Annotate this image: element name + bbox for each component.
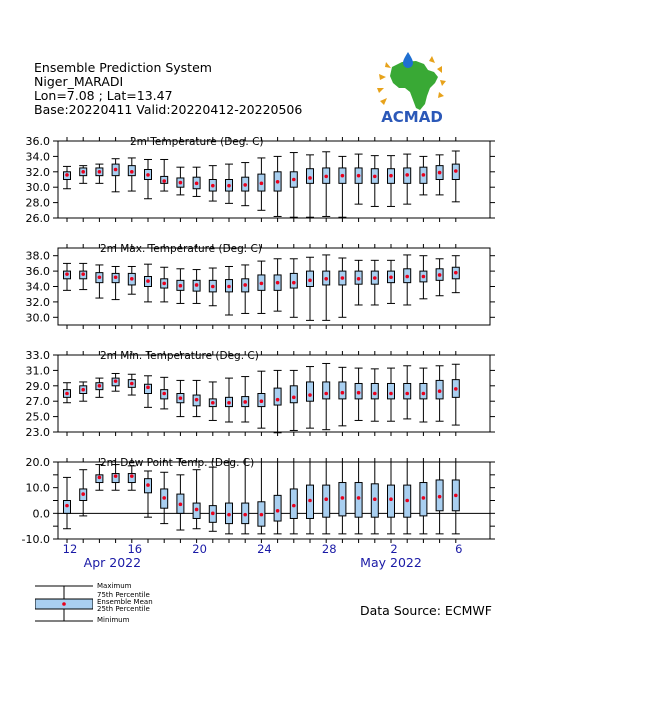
box-day-4-22	[419, 462, 427, 534]
mean-marker	[438, 389, 442, 393]
legend-p75-label: 75th Percentile	[97, 591, 150, 599]
mean-marker	[341, 496, 345, 500]
mean-marker	[341, 174, 345, 178]
header-line3: Lon=7.08 ; Lat=13.47	[34, 88, 173, 103]
mean-marker	[81, 492, 85, 496]
box-day-14-2	[95, 378, 103, 397]
mean-marker	[341, 391, 345, 395]
box-day-2-20	[387, 156, 395, 207]
mean-marker	[373, 392, 377, 396]
box-day-1-19	[371, 462, 379, 534]
mean-marker	[81, 170, 85, 174]
box-day-5-23	[436, 366, 444, 421]
mean-marker	[292, 281, 296, 285]
y-tick-label: 32.0	[25, 295, 50, 309]
mean-marker	[389, 497, 393, 501]
y-tick-label: 34.0	[25, 280, 50, 294]
iqr-box	[371, 383, 378, 398]
mean-marker	[130, 474, 134, 478]
box-day-30-18	[355, 260, 363, 305]
box-day-19-7	[176, 167, 184, 195]
box-day-26-14	[290, 259, 298, 318]
mean-marker	[389, 392, 393, 396]
x-day-label: 16	[127, 542, 143, 556]
x-day-label: 12	[62, 542, 78, 556]
box-day-22-10	[225, 266, 233, 315]
iqr-box	[307, 382, 314, 401]
x-axis-labels	[63, 542, 463, 570]
box-day-14-2	[95, 164, 103, 183]
mean-marker	[422, 392, 426, 396]
mean-marker	[276, 509, 280, 513]
iqr-box	[323, 382, 330, 399]
box-day-5-23	[436, 155, 444, 195]
mean-marker	[292, 396, 296, 400]
box-day-13-1	[79, 166, 87, 184]
mean-marker	[179, 396, 183, 400]
mean-marker	[357, 174, 361, 178]
mean-marker	[389, 275, 393, 279]
box-day-18-6	[160, 267, 168, 302]
mean-marker	[98, 275, 102, 279]
x-day-label: 20	[192, 542, 207, 556]
box-day-22-10	[225, 378, 233, 422]
mean-marker	[98, 384, 102, 388]
mean-marker	[454, 169, 458, 173]
box-day-17-5	[144, 264, 152, 302]
chart-panel-1	[26, 135, 496, 225]
mean-marker	[114, 275, 118, 279]
mean-marker	[162, 282, 166, 286]
box-day-20-8	[193, 470, 201, 529]
chart-title: 2m Temperature (Deg. C)	[130, 136, 264, 148]
box-day-25-13	[274, 462, 282, 534]
mean-marker	[65, 392, 69, 396]
mean-marker	[179, 284, 183, 288]
mean-marker	[195, 508, 199, 512]
y-tick-label: 30.0	[25, 181, 50, 195]
mean-marker	[195, 182, 199, 186]
box-day-30-18	[355, 462, 363, 534]
box-day-6-24	[452, 364, 460, 425]
box-day-23-11	[241, 377, 249, 422]
box-day-24-12	[257, 261, 265, 313]
x-month-label: Apr 2022	[83, 555, 142, 570]
box-day-18-6	[160, 159, 168, 191]
iqr-box	[339, 382, 346, 399]
box-day-13-1	[79, 382, 87, 401]
mean-marker	[276, 180, 280, 184]
box-day-30-18	[355, 368, 363, 420]
mean-marker	[357, 391, 361, 395]
box-day-27-15	[306, 257, 314, 320]
box-day-28-16	[322, 152, 330, 217]
chart-panel-3	[26, 349, 496, 439]
y-tick-label: 20.0	[25, 456, 50, 469]
box-day-21-9	[209, 166, 217, 201]
mean-marker	[227, 184, 231, 188]
y-tick-label: 36.0	[25, 265, 50, 279]
box-day-21-9	[209, 467, 217, 531]
box-day-17-5	[144, 159, 152, 198]
box-day-26-14	[290, 462, 298, 534]
mean-marker	[438, 171, 442, 175]
mean-marker	[454, 271, 458, 275]
box-day-14-2	[95, 265, 103, 298]
mean-marker	[276, 398, 280, 402]
mean-marker	[130, 277, 134, 281]
box-day-3-21	[403, 366, 411, 419]
mean-marker	[260, 399, 264, 403]
mean-marker	[114, 474, 118, 478]
mean-marker	[130, 382, 134, 386]
mean-marker	[389, 174, 393, 178]
y-tick-label: 25.0	[25, 410, 50, 424]
mean-marker	[146, 279, 150, 283]
mean-marker	[308, 176, 312, 180]
box-day-2-20	[387, 462, 395, 534]
box-day-19-7	[176, 380, 184, 416]
y-tick-label: -10.0	[21, 533, 50, 546]
box-day-13-1	[79, 470, 87, 516]
mean-marker	[146, 386, 150, 390]
mean-marker	[130, 170, 134, 174]
chart-title: 2m Max. Temperature (Deg. C)	[100, 243, 262, 255]
iqr-box	[290, 386, 297, 403]
mean-marker	[211, 184, 215, 188]
box-day-4-22	[419, 256, 427, 299]
iqr-box	[420, 383, 427, 398]
box-day-1-19	[371, 369, 379, 421]
mean-marker	[98, 170, 102, 174]
box-day-28-16	[322, 255, 330, 320]
box-day-6-24	[452, 256, 460, 293]
box-day-12-0	[63, 263, 71, 290]
box-day-23-11	[241, 163, 249, 206]
box-day-27-15	[306, 155, 314, 217]
y-tick-label: 38.0	[25, 249, 50, 263]
y-tick-label: 32.0	[25, 165, 50, 179]
iqr-box	[355, 483, 362, 518]
box-day-30-18	[355, 154, 363, 204]
mean-marker	[324, 497, 328, 501]
box-day-29-17	[338, 367, 346, 426]
x-day-label: 2	[390, 542, 398, 556]
iqr-box	[404, 383, 411, 398]
y-tick-label: 26.0	[25, 212, 50, 225]
box-day-4-22	[419, 156, 427, 195]
mean-marker	[405, 173, 409, 177]
box-day-6-24	[452, 462, 460, 534]
box-day-21-9	[209, 268, 217, 306]
box-day-16-4	[128, 374, 136, 395]
box-day-27-15	[306, 462, 314, 534]
y-tick-label: 30.0	[25, 311, 50, 325]
mean-marker	[243, 513, 247, 517]
iqr-box	[388, 383, 395, 398]
mean-marker	[65, 173, 69, 177]
iqr-box	[307, 169, 314, 184]
box-day-19-7	[176, 475, 184, 530]
x-day-label: 28	[321, 542, 337, 556]
y-tick-label: 10.0	[25, 481, 50, 495]
box-day-2-20	[387, 260, 395, 303]
legend-p25-label: 25th Percentile	[97, 605, 150, 613]
iqr-box	[290, 489, 297, 519]
mean-marker	[162, 179, 166, 183]
box-day-24-12	[257, 462, 265, 534]
mean-marker	[276, 281, 280, 285]
mean-marker	[308, 393, 312, 397]
box-day-25-13	[274, 259, 282, 311]
mean-marker	[308, 279, 312, 283]
box-day-23-11	[241, 462, 249, 534]
x-day-label: 24	[257, 542, 272, 556]
mean-marker	[114, 168, 118, 172]
mean-marker	[81, 272, 85, 276]
mean-marker	[211, 401, 215, 405]
y-tick-label: 28.0	[25, 196, 50, 210]
mean-marker	[179, 181, 183, 185]
mean-marker	[422, 173, 426, 177]
y-tick-label: 23.0	[25, 426, 50, 439]
x-day-label: 6	[455, 542, 463, 556]
box-day-15-3	[112, 373, 120, 391]
mean-marker	[438, 495, 442, 499]
box-day-25-13	[274, 156, 282, 216]
mean-marker	[195, 283, 199, 287]
box-day-3-21	[403, 154, 411, 204]
mean-marker	[292, 504, 296, 508]
mean-marker	[357, 496, 361, 500]
box-day-3-21	[403, 462, 411, 534]
legend-mean-label: Ensemble Mean	[97, 598, 153, 606]
mean-marker	[146, 173, 150, 177]
box-day-12-0	[63, 383, 71, 403]
legend-symbol	[35, 583, 93, 629]
mean-marker	[211, 285, 215, 289]
box-day-24-12	[257, 371, 265, 428]
box-day-22-10	[225, 164, 233, 203]
y-tick-label: 33.0	[25, 349, 50, 362]
box-day-22-10	[225, 462, 233, 534]
mean-marker	[98, 476, 102, 480]
chart-panel-2	[26, 243, 496, 329]
box-day-13-1	[79, 263, 87, 289]
box-day-1-19	[371, 156, 379, 207]
y-tick-label: 0.0	[32, 507, 50, 521]
logo-text: ACMAD	[381, 108, 443, 126]
mean-marker	[211, 512, 215, 516]
x-month-label: May 2022	[360, 555, 422, 570]
box-day-28-16	[322, 363, 330, 429]
legend-mean-marker	[62, 602, 66, 606]
y-tick-label: 34.0	[25, 150, 50, 164]
mean-marker	[373, 276, 377, 280]
box-day-18-6	[160, 377, 168, 409]
box-day-23-11	[241, 265, 249, 314]
mean-marker	[179, 503, 183, 507]
box-day-20-8	[193, 270, 201, 304]
mean-marker	[162, 496, 166, 500]
mean-marker	[324, 277, 328, 281]
mean-marker	[292, 178, 296, 182]
mean-marker	[227, 513, 231, 517]
box-day-18-6	[160, 472, 168, 523]
chart-title: 2m Min. Temperature (Deg. C)	[100, 350, 259, 362]
box-day-29-17	[338, 462, 346, 534]
mean-marker	[405, 392, 409, 396]
header-line1: Ensemble Prediction System	[34, 60, 212, 75]
box-day-6-24	[452, 151, 460, 202]
mean-marker	[65, 504, 69, 508]
mean-marker	[308, 499, 312, 503]
legend-minimum-label: Minimum	[97, 616, 130, 624]
chart-title: 2m Dew Point Temp. (Deg. C)	[100, 457, 255, 469]
mean-marker	[146, 483, 150, 487]
y-tick-label: 36.0	[25, 135, 50, 148]
box-day-5-23	[436, 462, 444, 534]
box-day-16-4	[128, 466, 136, 490]
mean-marker	[405, 499, 409, 503]
box-day-4-22	[419, 368, 427, 422]
box-day-17-5	[144, 376, 152, 408]
iqr-box	[274, 388, 281, 405]
header-line4: Base:20220411 Valid:20220412-20220506	[34, 102, 303, 117]
box-day-26-14	[290, 370, 298, 430]
mean-marker	[373, 175, 377, 179]
header-line2: Niger_MARADI	[34, 74, 124, 89]
iqr-box	[290, 273, 297, 288]
y-tick-label: 27.0	[25, 395, 50, 409]
box-day-20-8	[193, 167, 201, 196]
box-day-21-9	[209, 382, 217, 421]
mean-marker	[260, 282, 264, 286]
box-day-29-17	[338, 258, 346, 317]
mean-marker	[65, 272, 69, 276]
mean-marker	[454, 387, 458, 391]
mean-marker	[195, 398, 199, 402]
mean-marker	[324, 175, 328, 179]
mean-marker	[422, 496, 426, 500]
box-day-17-5	[144, 471, 152, 517]
mean-marker	[405, 275, 409, 279]
box-day-16-4	[128, 266, 136, 294]
box-day-25-13	[274, 370, 282, 432]
mean-marker	[454, 494, 458, 498]
y-tick-label: 29.0	[25, 379, 50, 393]
legend-maximum-label: Maximum	[97, 582, 132, 590]
mean-marker	[81, 388, 85, 392]
chart-panel-4	[22, 456, 495, 546]
mean-marker	[162, 392, 166, 396]
mean-marker	[243, 400, 247, 404]
mean-marker	[373, 497, 377, 501]
y-tick-label: 31.0	[25, 364, 50, 378]
data-source-label: Data Source: ECMWF	[360, 603, 492, 618]
iqr-box	[323, 485, 330, 517]
mean-marker	[227, 401, 231, 405]
mean-marker	[357, 277, 361, 281]
mean-marker	[260, 513, 264, 517]
mean-marker	[341, 276, 345, 280]
box-day-27-15	[306, 367, 314, 429]
box-day-12-0	[63, 166, 71, 188]
box-day-5-23	[436, 259, 444, 296]
iqr-box	[274, 495, 281, 521]
box-day-15-3	[112, 159, 120, 192]
mean-marker	[260, 182, 264, 186]
box-day-24-12	[257, 158, 265, 210]
box-day-1-19	[371, 260, 379, 305]
box-day-20-8	[193, 380, 201, 416]
mean-marker	[422, 275, 426, 279]
mean-marker	[324, 392, 328, 396]
mean-marker	[227, 285, 231, 289]
mean-marker	[114, 379, 118, 383]
box-day-3-21	[403, 255, 411, 305]
mean-marker	[243, 283, 247, 287]
box-day-26-14	[290, 153, 298, 218]
mean-marker	[438, 273, 442, 277]
box-day-16-4	[128, 158, 136, 191]
box-day-2-20	[387, 368, 395, 421]
box-day-12-0	[63, 477, 71, 528]
box-day-29-17	[338, 156, 346, 217]
iqr-box	[388, 485, 395, 517]
box-day-28-16	[322, 462, 330, 534]
box-day-19-7	[176, 269, 184, 304]
mean-marker	[243, 183, 247, 187]
box-day-15-3	[112, 266, 120, 299]
